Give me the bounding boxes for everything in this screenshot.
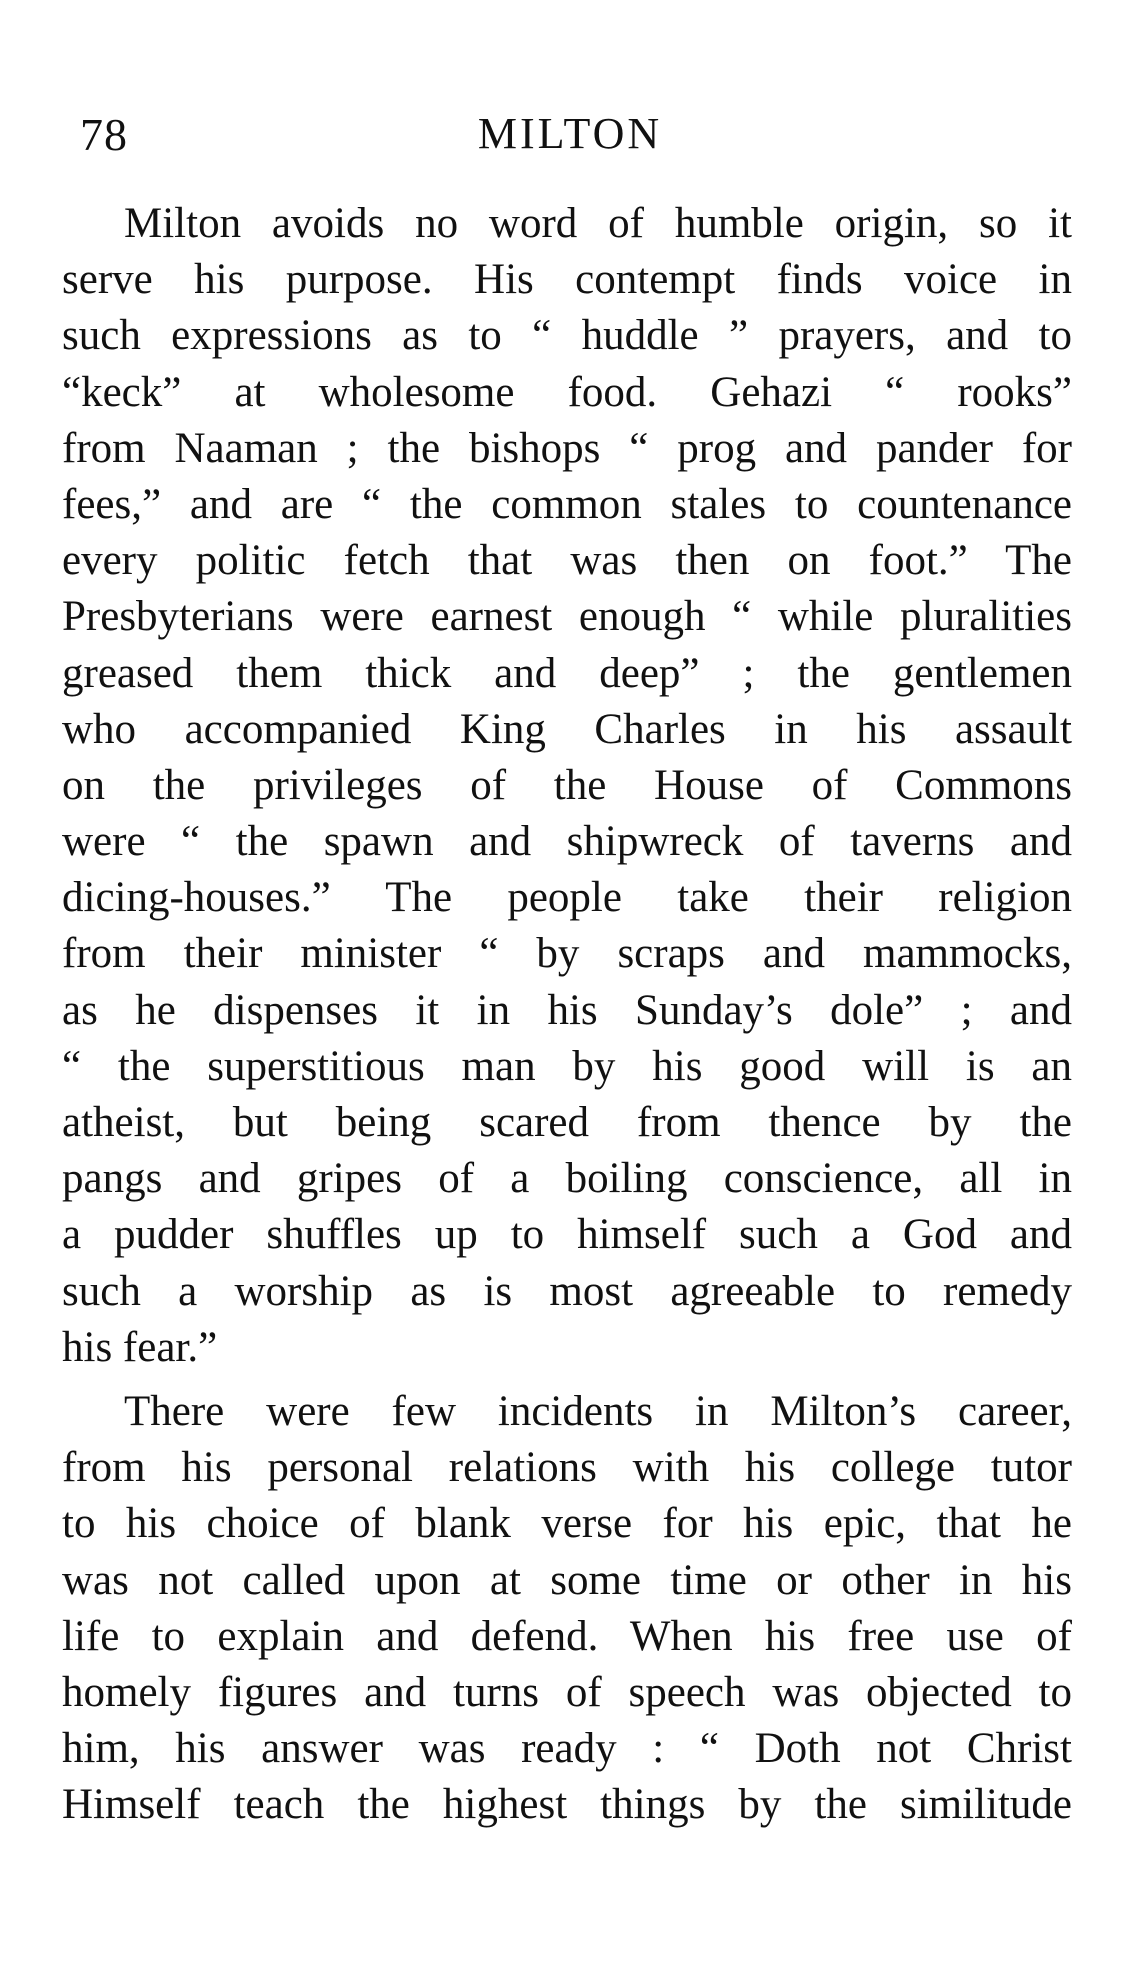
text-line: such expressions as to “ huddle ” prayers, and to [62,312,1072,360]
text-line: his fear.” [62,1323,218,1371]
text-line: from Naaman ; the bishops “ prog and pander for [62,424,1072,472]
paragraph-1 [62,196,1072,1376]
page-header [80,108,1060,168]
text-line: Presbyterians were earnest enough “ while pluralities [62,593,1072,641]
text-line: every politic fetch that was then on foot.” The [62,537,1072,585]
text-line: as he dispenses it in his Sunday’s dole” ; and [62,986,1072,1034]
text-line: was not called upon at some time or other in his [62,1556,1072,1604]
running-title: MILTON [477,109,663,158]
page-body [62,196,1072,1833]
text-line: homely figures and turns of speech was objected to [62,1668,1072,1716]
text-line: who accompanied King Charles in his assault [62,705,1072,753]
text-line: atheist, but being scared from thence by the [62,1099,1072,1146]
text-line: “ the superstitious man by his good will is an [62,1042,1072,1090]
text-line: “keck” at wholesome food. Gehazi “ rooks” [62,368,1072,416]
page-number: 78 [80,109,128,160]
text-line: serve his purpose. His contempt finds voice in [62,256,1072,304]
text-line: life to explain and defend. When his free use of [62,1612,1072,1660]
text-line: from his personal relations with his college tutor [62,1444,1072,1492]
text-line: dicing-houses.” The people take their religion [62,874,1072,922]
text-line: greased them thick and deep” ; the gentlemen [62,649,1072,697]
text-line: on the privileges of the House of Commons [62,761,1072,809]
text-line: Himself teach the highest things by the similitude [62,1781,1072,1829]
paragraph-gap [62,1376,1072,1384]
text-line: such a worship as is most agreeable to remedy [62,1267,1072,1315]
text-line: were “ the spawn and shipwreck of taverns and [62,818,1072,866]
text-line: to his choice of blank verse for his epic, that he [62,1500,1072,1548]
paragraph-2 [62,1384,1072,1834]
text-line: fees,” and are “ the common stales to countenance [62,480,1072,528]
text-line: him, his answer was ready : “ Doth not Christ [62,1725,1072,1773]
text-line: a pudder shuffles up to himself such a God and [62,1211,1072,1259]
text-line: Milton avoids no word of humble origin, so it [124,200,1072,247]
text-line: from their minister “ by scraps and mammocks, [62,930,1072,978]
text-line: There were few incidents in Milton’s career, [124,1387,1072,1435]
text-line: pangs and gripes of a boiling conscience, all in [62,1155,1072,1203]
